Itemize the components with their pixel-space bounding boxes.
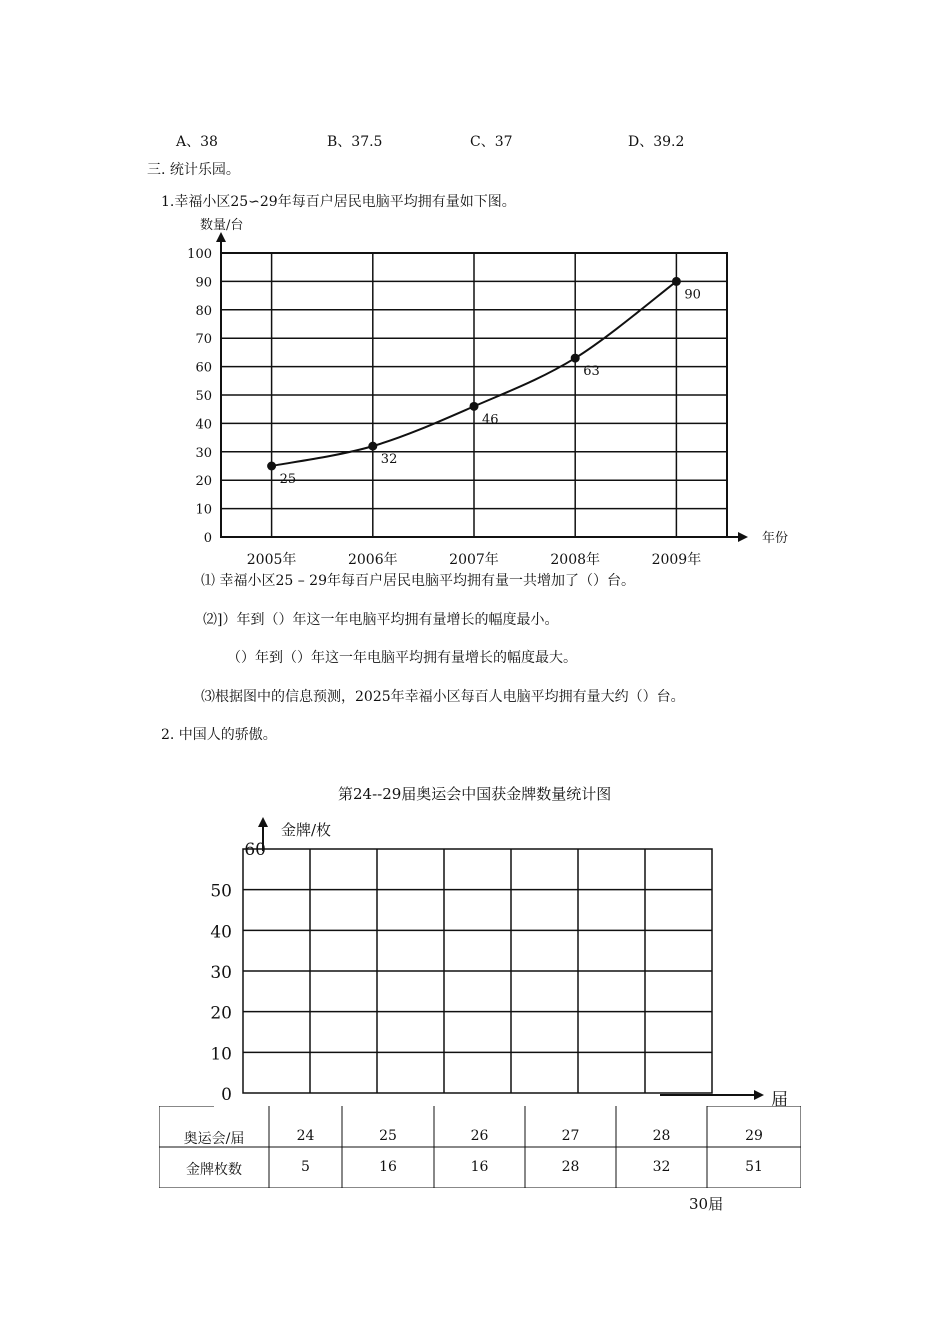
chart1-data-point bbox=[571, 354, 580, 363]
chart1-x-tick-label: 2009年 bbox=[651, 552, 702, 568]
chart1-x-tick-label: 2008年 bbox=[550, 552, 601, 568]
table-cell: 24 bbox=[296, 1128, 315, 1144]
table-cell: 16 bbox=[470, 1159, 489, 1175]
chart1-y-tick-label: 90 bbox=[195, 275, 212, 291]
chart1-y-tick-label: 20 bbox=[195, 474, 212, 490]
chart1-y-ticks bbox=[187, 247, 212, 546]
chart1-y-tick-label: 10 bbox=[195, 502, 212, 518]
table-cell: 16 bbox=[379, 1159, 397, 1175]
question-1-sub-2b: （）年到（）年这一年电脑平均拥有量增长的幅度最大。 bbox=[227, 650, 577, 666]
chart1-x-ticks bbox=[247, 551, 701, 568]
table-row-header: 奥运会/届 bbox=[183, 1131, 245, 1147]
chart2-y-arrow-icon bbox=[258, 817, 268, 827]
chart1-x-tick-label: 2007年 bbox=[449, 552, 499, 568]
chart1-y-tick-label: 70 bbox=[195, 332, 212, 348]
table-cell: 51 bbox=[745, 1159, 763, 1175]
chart2-y-tick-label: 50 bbox=[210, 881, 232, 902]
table-cell: 29 bbox=[745, 1128, 763, 1144]
option-d: D、39.2 bbox=[628, 134, 685, 150]
chart1-y-tick-label: 0 bbox=[203, 531, 212, 546]
chart-gold-medals bbox=[150, 775, 810, 1110]
chart1-data-label: 90 bbox=[684, 287, 701, 303]
chart1-data-label: 32 bbox=[380, 452, 398, 468]
chart1-x-arrow-icon bbox=[738, 532, 748, 542]
chart1-x-axis-label: 年份 bbox=[762, 531, 789, 546]
chart2-grid bbox=[243, 849, 712, 1093]
table-row-header: 金牌枚数 bbox=[186, 1162, 242, 1178]
chart1-x-tick-label: 2006年 bbox=[347, 552, 398, 568]
chart1-y-tick-label: 80 bbox=[195, 303, 212, 319]
chart1-data-label: 63 bbox=[583, 364, 600, 380]
question-1-sub-3: ⑶根据图中的信息预测，2025年幸福小区每百人电脑平均拥有量大约（）台。 bbox=[201, 689, 685, 705]
chart1-data-point bbox=[470, 402, 479, 411]
chart2-x-axis-label: 届 bbox=[771, 1090, 788, 1110]
chart-computer-ownership bbox=[150, 210, 810, 575]
chart1-grid bbox=[221, 253, 727, 537]
question-1-sub-2a: ⑵]）年到（）年这一年电脑平均拥有量增长的幅度最小。 bbox=[203, 612, 559, 628]
table-cell: 25 bbox=[379, 1128, 397, 1144]
chart1-y-arrow-icon bbox=[216, 232, 226, 242]
table-footnote: 30届 bbox=[689, 1195, 724, 1213]
table-cell: 26 bbox=[470, 1128, 489, 1144]
section-heading: 三. 统计乐园。 bbox=[147, 162, 240, 178]
table-cell: 5 bbox=[301, 1159, 310, 1175]
chart1-data-label: 25 bbox=[279, 472, 297, 487]
chart1-y-tick-label: 60 bbox=[195, 360, 212, 376]
chart2-y-ticks bbox=[210, 840, 266, 1105]
chart1-y-tick-label: 40 bbox=[195, 417, 212, 433]
option-a: A、38 bbox=[176, 134, 218, 150]
table-cell: 27 bbox=[561, 1128, 580, 1144]
chart1-axes bbox=[216, 232, 748, 542]
chart1-data-label: 46 bbox=[482, 412, 499, 428]
table-cell: 28 bbox=[652, 1128, 671, 1144]
medal-table bbox=[159, 1106, 801, 1188]
chart2-y-axis-label: 金牌/枚 bbox=[281, 821, 332, 839]
chart1-y-tick-label: 30 bbox=[195, 445, 212, 461]
chart2-y-tick-label: 40 bbox=[210, 922, 232, 943]
table-cell: 28 bbox=[561, 1159, 580, 1175]
option-c: C、37 bbox=[470, 134, 513, 150]
chart2-y-tick-label: 30 bbox=[210, 963, 232, 983]
chart1-y-tick-label: 100 bbox=[187, 247, 212, 262]
chart2-y-tick-label: 10 bbox=[210, 1044, 232, 1065]
option-b: B、37.5 bbox=[327, 134, 383, 150]
chart1-data-point bbox=[672, 277, 681, 286]
chart2-y-tick-label: 0 bbox=[221, 1085, 232, 1105]
chart1-data-point bbox=[267, 462, 276, 471]
chart1-y-axis-label: 数量/台 bbox=[200, 218, 244, 233]
chart2-title: 第24--29届奥运会中国获金牌数量统计图 bbox=[338, 785, 612, 803]
question-2-title: 2. 中国人的骄傲。 bbox=[161, 727, 277, 743]
chart2-y-tick-label: 20 bbox=[210, 1003, 232, 1024]
chart2-x-arrow-icon bbox=[754, 1090, 764, 1100]
chart1-x-tick-label: 2005年 bbox=[246, 552, 297, 568]
table-cell: 32 bbox=[652, 1159, 671, 1175]
chart2-y-tick-label: 60 bbox=[244, 840, 266, 860]
chart1-y-tick-label: 50 bbox=[195, 389, 212, 404]
question-1-title: 1.幸福小区25∽29年每百户居民电脑平均拥有量如下图。 bbox=[161, 194, 516, 210]
chart1-data-point bbox=[368, 442, 377, 451]
question-1-sub-1: ⑴ 幸福小区25 – 29年每百户居民电脑平均拥有量一共增加了（）台。 bbox=[201, 573, 635, 589]
